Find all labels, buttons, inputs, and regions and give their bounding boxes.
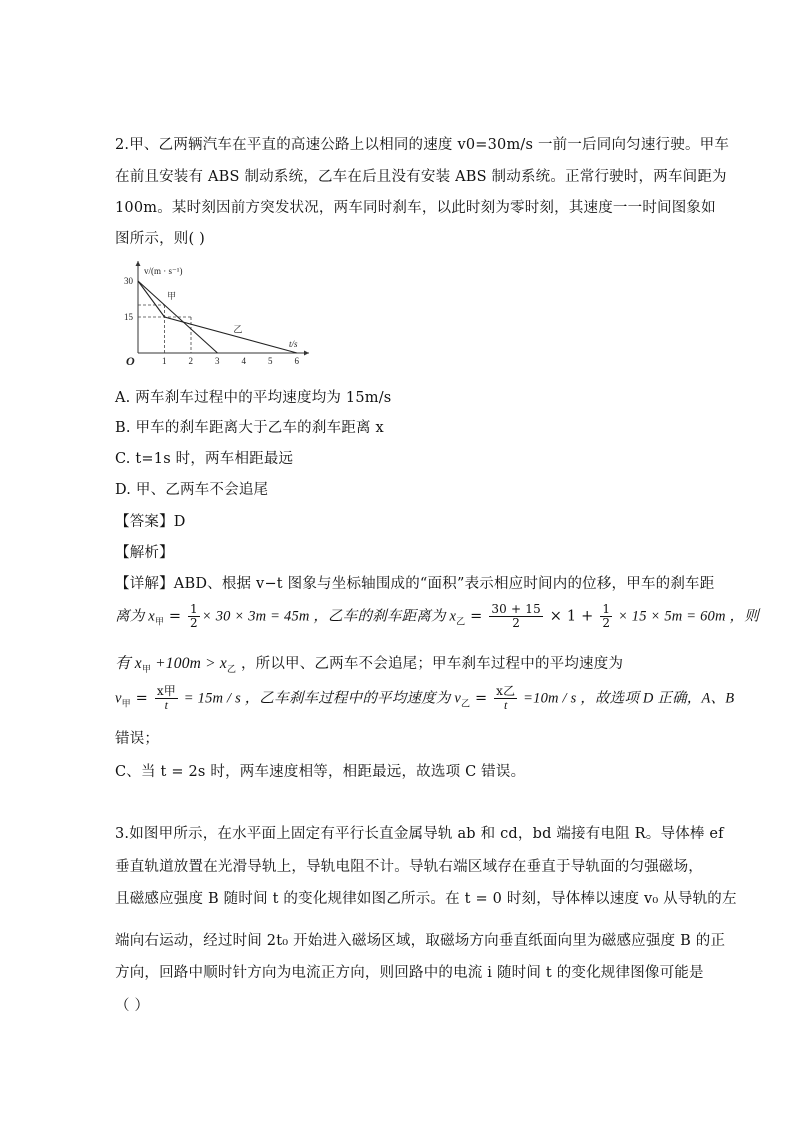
y-axis-label: v/(m · s⁻¹) (144, 266, 183, 276)
y-tick-label: 15 (124, 312, 133, 322)
q2-line-1: 2.甲、乙两辆汽车在平直的高速公路上以相同的速度 v0=30m/s 一前一后同向匀速行驶。甲车 (115, 137, 730, 153)
q2-option-c: C. t=1s 时，两车相距最远 (115, 451, 294, 467)
q3-line-3: 且磁感应强度 B 随时间 t 的变化规律如图乙所示。在 t = 0 时刻，导体棒以速度 v₀ 从导轨的左 (115, 891, 737, 907)
q3-line-4: 端向右运动，经过时间 2t₀ 开始进入磁场区域，取磁场方向垂直纸面向里为磁感应强度 B 的正 (115, 933, 726, 949)
y-axis-arrow (136, 261, 141, 266)
q2-option-b: B. 甲车的刹车距离大于乙车的刹车距离 x (115, 420, 384, 436)
series-label-jia: 甲 (167, 291, 177, 301)
q2-line-4: 图所示，则( ) (115, 231, 206, 247)
x-tick-label: 3 (215, 356, 220, 366)
q2-detail-line-4: $v_甲$ = $\frac{\text{x甲}}{t}$ = 15m / s ，乙车刹车过程中的平均速度为 $v_乙$ = $\frac{\text{x乙}}{t}$ =10m / s ，故选项 D 正确，A、B (115, 684, 735, 712)
x-axis-label: t/s (289, 339, 298, 349)
x-tick-label: 4 (241, 356, 246, 366)
q2-detail-line-6: C、当 t = 2s 时，两车速度相等，相距最远，故选项 C 错误。 (115, 764, 526, 780)
q3-line-6: （ ） (115, 998, 150, 1014)
q2-detail-line-5: 错误； (115, 731, 160, 747)
q3-line-2: 垂直轨道放置在光滑导轨上，导轨电阻不计。导轨右端区域存在垂直于导轨面的匀强磁场， (115, 859, 703, 875)
origin-label: O (126, 354, 135, 368)
q2-line-3: 100m。某时刻因前方突发状况，两车同时刹车，以此时刻为零时刻，其速度一一时间图象如 (115, 200, 716, 216)
x-tick-label: 6 (294, 356, 299, 366)
q2-answer: 【答案】D (115, 514, 186, 530)
y-tick-label: 30 (124, 276, 133, 286)
q2-line-2: 在前且安装有 ABS 制动系统，乙车在后且没有安装 ABS 制动系统。正常行驶时，两车间距为 (115, 169, 727, 185)
x-tick-label: 1 (162, 356, 167, 366)
q2-analysis-label: 【解析】 (115, 545, 174, 561)
q2-option-d: D. 甲、乙两车不会追尾 (115, 482, 269, 498)
q3-line-1: 3.如图甲所示，在水平面上固定有平行长直金属导轨 ab 和 cd，bd 端接有电阻 R。导体棒 ef (115, 826, 724, 842)
q2-detail-line-1: 【详解】ABD、根据 v−t 图象与坐标轴围成的“面积”表示相应时间内的位移，甲车的刹车距 (115, 576, 715, 592)
x-tick-label: 5 (268, 356, 273, 366)
x-axis-arrow (304, 351, 309, 356)
q2-detail-line-3: 有 $x_甲 +100m > x_乙$ ，所以甲、乙两车不会追尾；甲车刹车过程中的平均速度为 (115, 655, 624, 676)
series-line-yi (138, 281, 297, 353)
vt-chart (120, 258, 320, 370)
q3-line-5: 方向，回路中顺时针方向为电流正方向，则回路中的电流 i 随时间 t 的变化规律图像可能是 (115, 965, 704, 981)
q2-detail-line-2: 离为 $x_甲$ = $\frac{1}{2}$ × 30 × 3m = 45m ，乙车的刹车距离为 $x_乙$ = $\frac{30 + 15}{2}$ × 1 + $\frac{1}{2}$ × 15 × 5m = 60m ，则 (115, 602, 759, 630)
q2-option-a: A. 两车刹车过程中的平均速度均为 15m/s (115, 390, 392, 406)
x-tick-label: 2 (188, 356, 193, 366)
series-label-yi: 乙 (233, 324, 243, 335)
